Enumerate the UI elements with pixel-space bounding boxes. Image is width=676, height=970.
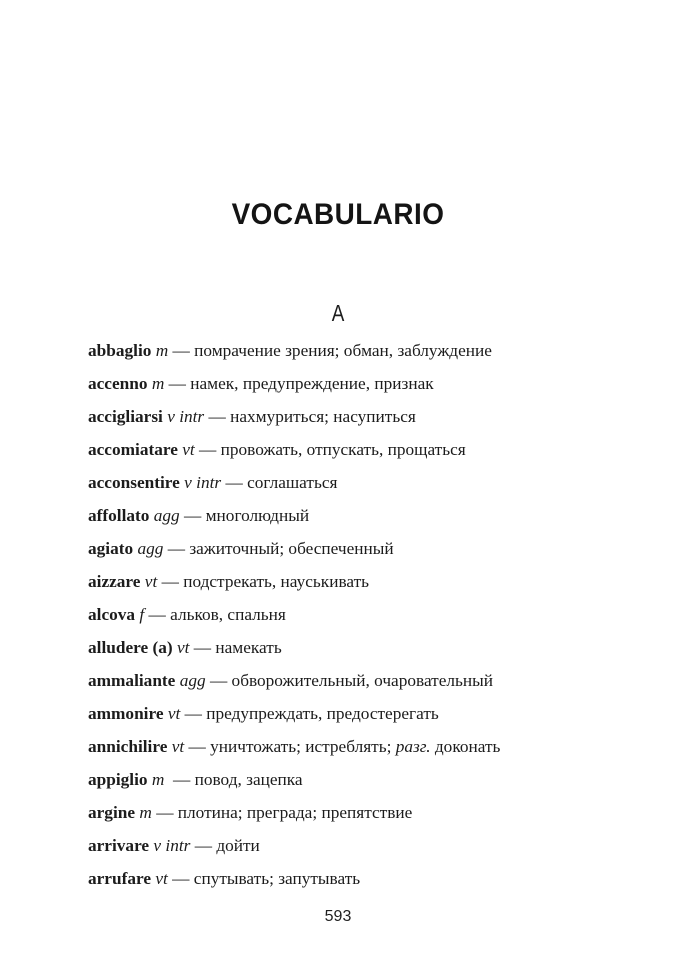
entry-dash: — bbox=[156, 803, 174, 822]
entry-dash: — bbox=[184, 704, 202, 723]
entry-headword: ammonire bbox=[88, 704, 164, 723]
definition-text: уничтожать; истреблять; bbox=[210, 737, 396, 756]
entry-dash: — bbox=[167, 539, 185, 558]
dictionary-entry bbox=[88, 631, 608, 664]
entry-part-of-speech: v intr bbox=[167, 407, 205, 426]
dictionary-entry bbox=[88, 433, 608, 466]
entry-headword: accomiatare bbox=[88, 440, 178, 459]
entry-headword: argine bbox=[88, 803, 136, 822]
entry-definition: намекать bbox=[215, 638, 282, 657]
entry-dash: — bbox=[168, 374, 186, 393]
dictionary-entry bbox=[88, 334, 608, 367]
entry-definition: спутывать; запутывать bbox=[193, 869, 361, 888]
entry-part-of-speech: v intr bbox=[184, 473, 222, 492]
entry-definition: предупреждать, предостерегать bbox=[206, 704, 439, 723]
entry-headword: ammaliante bbox=[88, 671, 176, 690]
entry-headword: accigliarsi bbox=[88, 407, 163, 426]
page-title: VOCABULARIO bbox=[231, 198, 445, 231]
entry-headword: arrufare bbox=[88, 869, 152, 888]
entry-headword: accenno bbox=[88, 374, 148, 393]
entry-part-of-speech: agg bbox=[137, 539, 164, 558]
dictionary-entry bbox=[88, 400, 608, 433]
dictionary-entry bbox=[88, 697, 608, 730]
entry-part-of-speech: v intr bbox=[153, 836, 191, 855]
entry-part-of-speech: f bbox=[139, 605, 145, 624]
entry-part-of-speech: vt bbox=[144, 572, 158, 591]
dictionary-entry bbox=[88, 763, 608, 796]
dictionary-entry bbox=[88, 862, 608, 895]
dictionary-entry bbox=[88, 598, 608, 631]
entry-headword: aizzare bbox=[88, 572, 141, 591]
entry-dash: — bbox=[173, 770, 191, 789]
entry-dash: — bbox=[208, 407, 226, 426]
entry-dash: — bbox=[184, 506, 202, 525]
entry-part-of-speech: vt bbox=[171, 737, 185, 756]
entry-definition: зажиточный; обеспеченный bbox=[189, 539, 394, 558]
entry-dash: — bbox=[225, 473, 243, 492]
entry-dash: — bbox=[194, 836, 212, 855]
entry-part-of-speech: vt bbox=[176, 638, 190, 657]
entry-headword: arrivare bbox=[88, 836, 150, 855]
entry-definition: нахмуриться; насупиться bbox=[230, 407, 416, 426]
dictionary-entry bbox=[88, 367, 608, 400]
entry-dash: — bbox=[199, 440, 217, 459]
dictionary-entry bbox=[88, 565, 608, 598]
entry-definition: провожать, отпускать, прощаться bbox=[220, 440, 466, 459]
entry-definition: альков, спальня bbox=[170, 605, 286, 624]
entry-dash: — bbox=[188, 737, 206, 756]
entry-part-of-speech: m bbox=[151, 374, 165, 393]
entry-definition: намек, предупреждение, признак bbox=[190, 374, 434, 393]
entry-definition: повод, зацепка bbox=[194, 770, 303, 789]
entry-part-of-speech: m bbox=[151, 770, 165, 789]
entry-part-of-speech: agg bbox=[179, 671, 206, 690]
page-number: 593 bbox=[324, 908, 352, 925]
definition-label-italic: разг. bbox=[395, 737, 431, 756]
entry-dash: — bbox=[172, 869, 190, 888]
entry-headword: alcova bbox=[88, 605, 136, 624]
entry-definition: соглашаться bbox=[247, 473, 338, 492]
dictionary-entry bbox=[88, 466, 608, 499]
entry-definition: обворожительный, очаровательный bbox=[231, 671, 494, 690]
entry-definition: плотина; преграда; препятствие bbox=[177, 803, 413, 822]
entry-part-of-speech: vt bbox=[182, 440, 195, 459]
entry-definition: помрачение зрения; обман, заблуждение bbox=[194, 341, 492, 360]
entry-part-of-speech: vt bbox=[155, 869, 168, 888]
vocabulary-entry-list bbox=[88, 334, 608, 895]
entry-definition bbox=[210, 737, 500, 756]
entry-headword: annichilire bbox=[88, 737, 168, 756]
entry-headword: abbaglio bbox=[88, 341, 152, 360]
entry-dash: — bbox=[148, 605, 166, 624]
entry-definition: дойти bbox=[216, 836, 260, 855]
entry-part-of-speech: agg bbox=[153, 506, 180, 525]
entry-definition: многолюдный bbox=[205, 506, 310, 525]
letter-section-heading: A bbox=[331, 300, 345, 326]
entry-headword: agiato bbox=[88, 539, 134, 558]
entry-headword: affollato bbox=[88, 506, 150, 525]
definition-text: доконать bbox=[430, 737, 501, 756]
entry-part-of-speech: vt bbox=[167, 704, 181, 723]
entry-dash: — bbox=[172, 341, 190, 360]
dictionary-entry bbox=[88, 796, 608, 829]
dictionary-entry bbox=[88, 664, 608, 697]
entry-part-of-speech: m bbox=[139, 803, 152, 822]
dictionary-entry bbox=[88, 532, 608, 565]
entry-dash: — bbox=[209, 671, 228, 690]
entry-headword: acconsentire bbox=[88, 473, 180, 492]
entry-headword: alludere (a) bbox=[88, 638, 173, 657]
dictionary-entry bbox=[88, 829, 608, 862]
entry-dash: — bbox=[161, 572, 179, 591]
entry-definition: подстрекать, науськивать bbox=[183, 572, 370, 591]
entry-part-of-speech: m bbox=[155, 341, 169, 360]
dictionary-entry bbox=[88, 499, 608, 532]
entry-headword: appiglio bbox=[88, 770, 148, 789]
entry-dash: — bbox=[193, 638, 212, 657]
dictionary-entry bbox=[88, 730, 608, 763]
